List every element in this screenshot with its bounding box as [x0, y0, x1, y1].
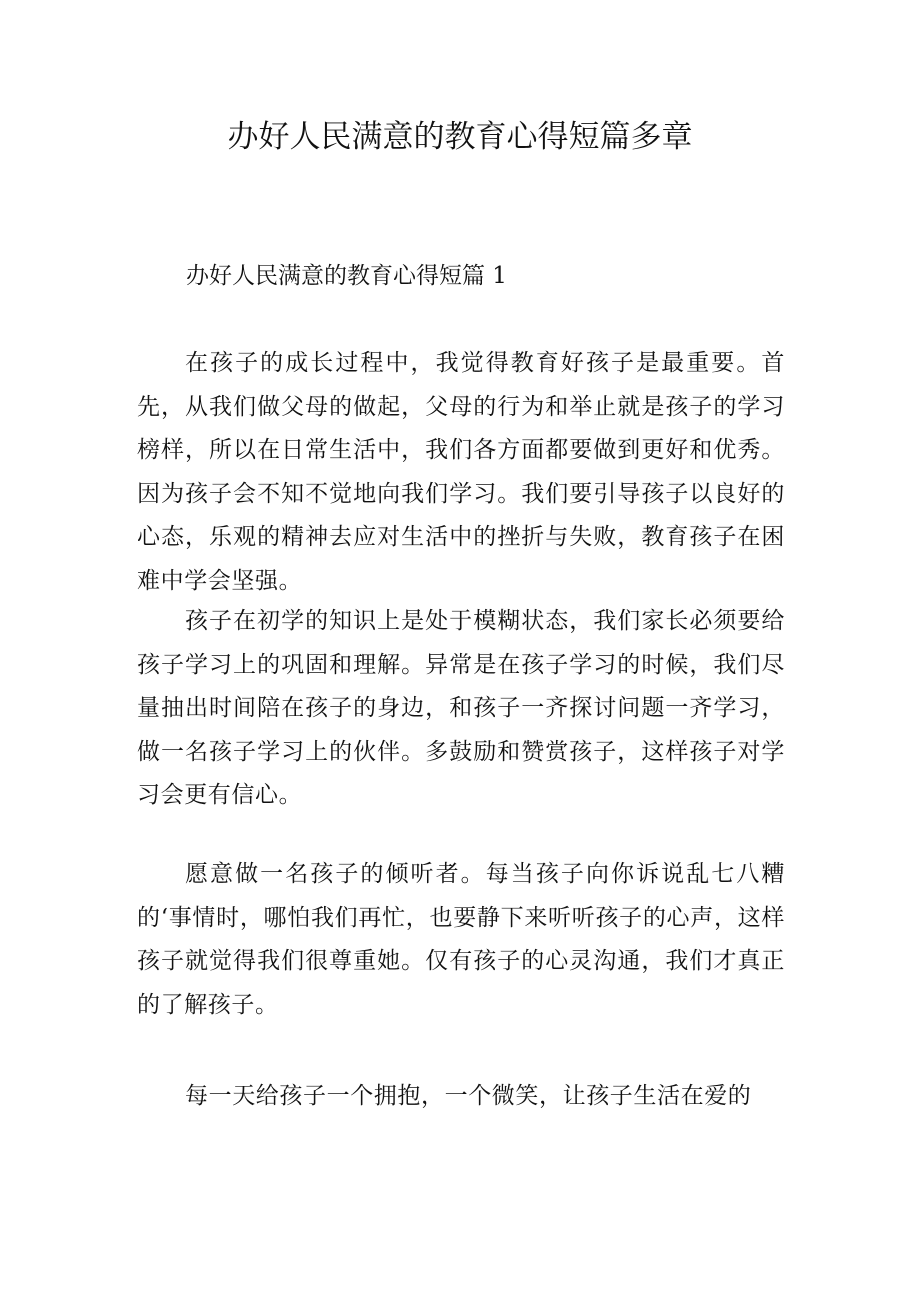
document-title: 办好人民满意的教育心得短篇多章 [227, 119, 693, 155]
paragraph: 孩子在初学的知识上是处于模糊状态，我们家长必须要给孩子学习上的巩固和理解。异常是在孩子学习的时候，我们尽量抽出时间陪在孩子的身边，和孩子一齐探讨问题一齐学习，做一名孩子学习上的伙伴。多鼓励和赞赏孩子，这样孩子对学习会更有信心。 [137, 608, 785, 808]
paragraph: 每一天给孩子一个拥抱，一个微笑，让孩子生活在爱的 [185, 1083, 752, 1109]
paragraph: 愿意做一名孩子的倾听者。每当孩子向你诉说乱七八糟的‘事情时，哪怕我们再忙，也要静下来听听孩子的心声，这样孩子就觉得我们很尊重她。仅有孩子的心灵沟通，我们才真正的了解孩子。 [137, 861, 785, 1018]
section-heading: 办好人民满意的教育心得短篇 1 [186, 263, 507, 289]
paragraph: 在孩子的成长过程中，我觉得教育好孩子是最重要。首先，从我们做父母的做起，父母的行为和举止就是孩子的学习榜样，所以在日常生活中，我们各方面都要做到更好和优秀。因为孩子会不知不觉地向我们学习。我们要引导孩子以良好的心态，乐观的精神去应对生活中的挫折与失败，教育孩子在困难中学会坚强。 [137, 350, 785, 594]
